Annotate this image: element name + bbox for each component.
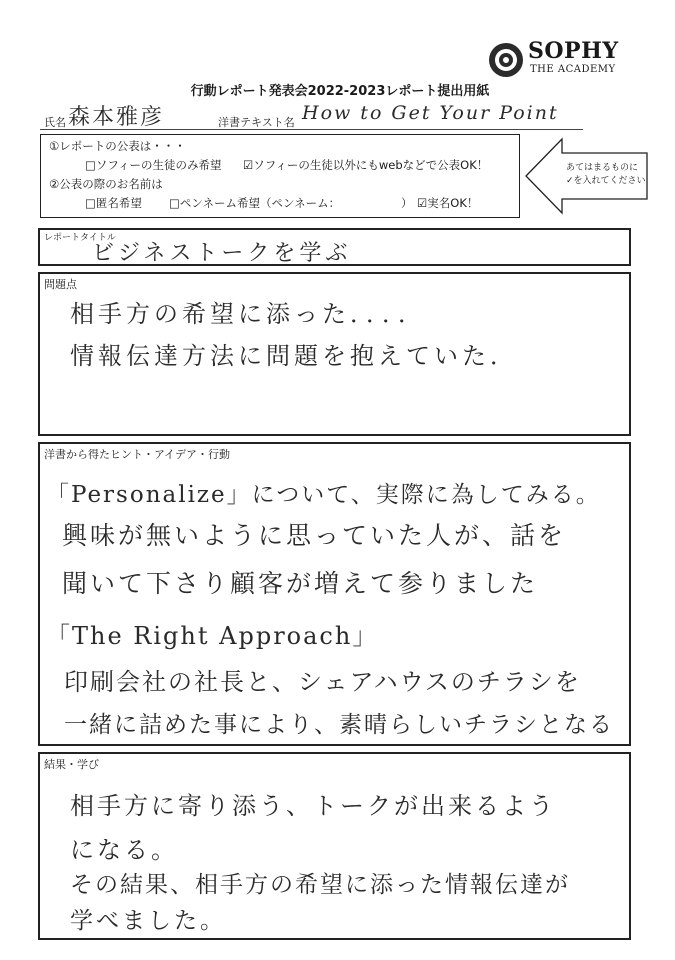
results-label: 結果・学び xyxy=(44,758,99,771)
q2-option-penname[interactable]: □ペンネーム希望（ペンネーム： xyxy=(169,196,341,210)
hints-line-1: 「Personalize」について、実際に為してみる。 xyxy=(46,482,601,508)
publication-options xyxy=(40,134,520,218)
sophy-logo xyxy=(488,40,638,80)
name-label: 氏名 xyxy=(44,116,66,129)
form-title: 行動レポート発表会2022-2023レポート提出用紙 xyxy=(190,84,490,99)
name-value: 森本雅彦 xyxy=(68,105,165,130)
text-title-label: 洋書テキスト名 xyxy=(218,116,295,129)
hints-line-2: 興味が無いように思っていた人が、話を xyxy=(62,521,567,550)
q2-option-anonymous[interactable]: □匿名希望 xyxy=(85,196,142,210)
results-line-3: その結果、相手方の希望に添った情報伝達が xyxy=(70,872,570,898)
results-line-4: 学べました。 xyxy=(70,908,226,934)
text-title-value: How to Get Your Point xyxy=(302,102,559,124)
q1-label: ①レポートの公表は・・・ xyxy=(49,139,186,153)
report-title-value: ビジネストークを学ぶ xyxy=(92,241,352,266)
q2-penname-close: ） xyxy=(401,196,413,210)
note-line-1: あてはまるものに xyxy=(566,163,639,173)
q1-option-public-ok[interactable]: ☑ソフィーの生徒以外にもwebなどで公表OK！ xyxy=(243,158,489,172)
results-line-2: になる。 xyxy=(70,836,178,864)
hints-line-4: 「The Right Approach」 xyxy=(46,622,379,650)
report-title-label: レポートタイトル xyxy=(44,233,116,243)
sophy-seal-icon xyxy=(488,42,524,78)
logo-name: SOPHY xyxy=(528,38,619,64)
q2-label: ②公表の際のお名前は xyxy=(49,177,163,191)
hints-line-3: 聞いて下さり顧客が増えて参りました xyxy=(62,569,539,598)
header-underline xyxy=(40,129,583,130)
problems-line-1: 相手方の希望に添った．．．． xyxy=(70,300,426,328)
hints-line-5: 印刷会社の社長と、シェアハウスのチラシを xyxy=(64,668,581,696)
hints-label: 洋書から得たヒント・アイデア・行動 xyxy=(44,448,231,461)
problems-line-2: 情報伝達方法に問題を抱えていた． xyxy=(70,342,518,370)
hints-line-6: 一緒に詰めた事により、素晴らしいチラシとなる xyxy=(64,712,614,738)
q2-option-real-name[interactable]: ☑実名OK！ xyxy=(417,196,479,210)
note-line-2: ✓を入れてください xyxy=(566,176,646,186)
q1-option-students-only[interactable]: □ソフィーの生徒のみ希望 xyxy=(85,158,222,172)
results-line-1: 相手方に寄り添う、トークが出来るよう xyxy=(70,792,556,820)
logo-subtitle: THE ACADEMY xyxy=(530,64,616,75)
problems-label: 問題点 xyxy=(44,278,77,291)
